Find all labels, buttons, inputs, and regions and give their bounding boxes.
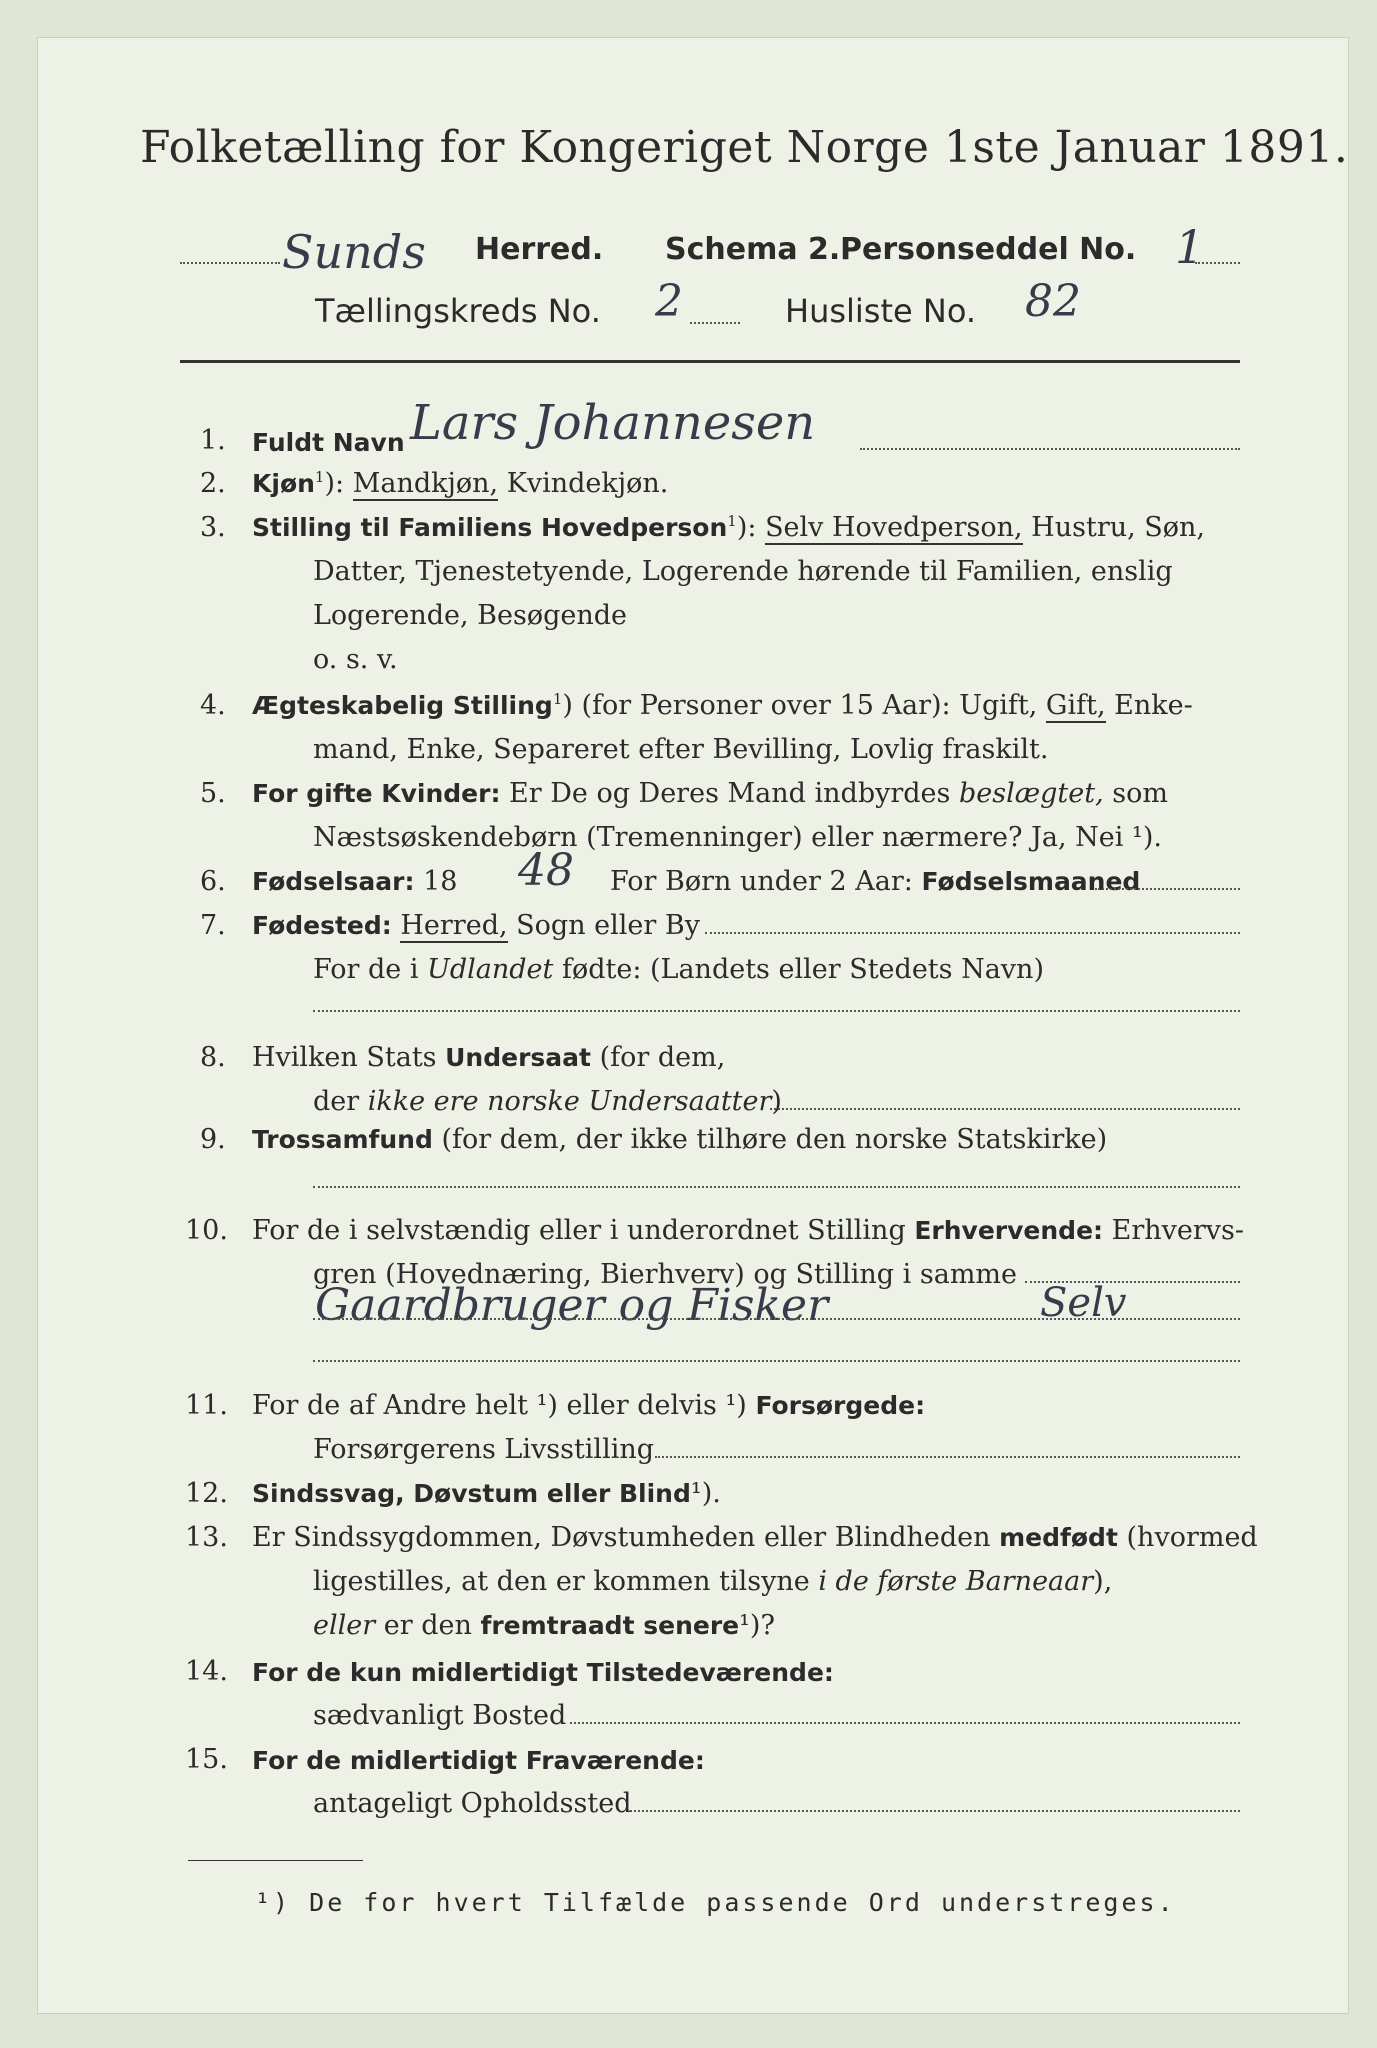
header-divider xyxy=(180,360,1240,363)
selv-hovedperson-option: Selv Hovedperson, xyxy=(765,512,1023,543)
occupation-value: Gaardbruger og Fisker xyxy=(315,1280,829,1331)
herred-value: Sunds xyxy=(282,225,426,279)
personseddel-value: 1 xyxy=(1175,220,1205,274)
kreds-value: 2 xyxy=(655,276,683,327)
stilling-row: Stilling til Familiens Hovedperson$^1$): Selv Hovedperson, Hustru, Søn, xyxy=(252,512,1205,543)
form-title: Folketælling for Kongeriget Norge 1ste Januar 1891. xyxy=(140,122,1349,173)
footnote: ¹) De for hvert Tilfælde passende Ord understreges. xyxy=(255,1888,1176,1917)
kjon-row: Kjøn$^1$): Mandkjøn, Kvindekjøn. xyxy=(252,468,669,499)
husliste-label: Husliste No. xyxy=(785,292,976,330)
census-form xyxy=(38,38,1348,2013)
gift-option: Gift, xyxy=(1045,690,1106,721)
mandkjon-option: Mandkjøn, xyxy=(352,468,499,499)
husliste-value: 82 xyxy=(1025,276,1081,327)
occupation-status: Selv xyxy=(1040,1280,1127,1326)
kreds-label: Tællingskreds No. xyxy=(315,292,601,330)
personseddel-label: Personseddel No. xyxy=(840,232,1137,267)
herred-option: Herred, xyxy=(400,910,508,941)
full-name-value: Lars Johannesen xyxy=(410,395,816,451)
full-name-label: Fuldt Navn xyxy=(252,428,405,457)
aegteskab-row: Ægteskabelig Stilling$^1$) (for Personer over 15 Aar): Ugift, Gift, Enke- xyxy=(252,690,1193,721)
schema-label: Schema 2. xyxy=(665,232,841,267)
birth-year-value: 48 xyxy=(518,845,574,896)
herred-label: Herred. xyxy=(475,232,604,267)
